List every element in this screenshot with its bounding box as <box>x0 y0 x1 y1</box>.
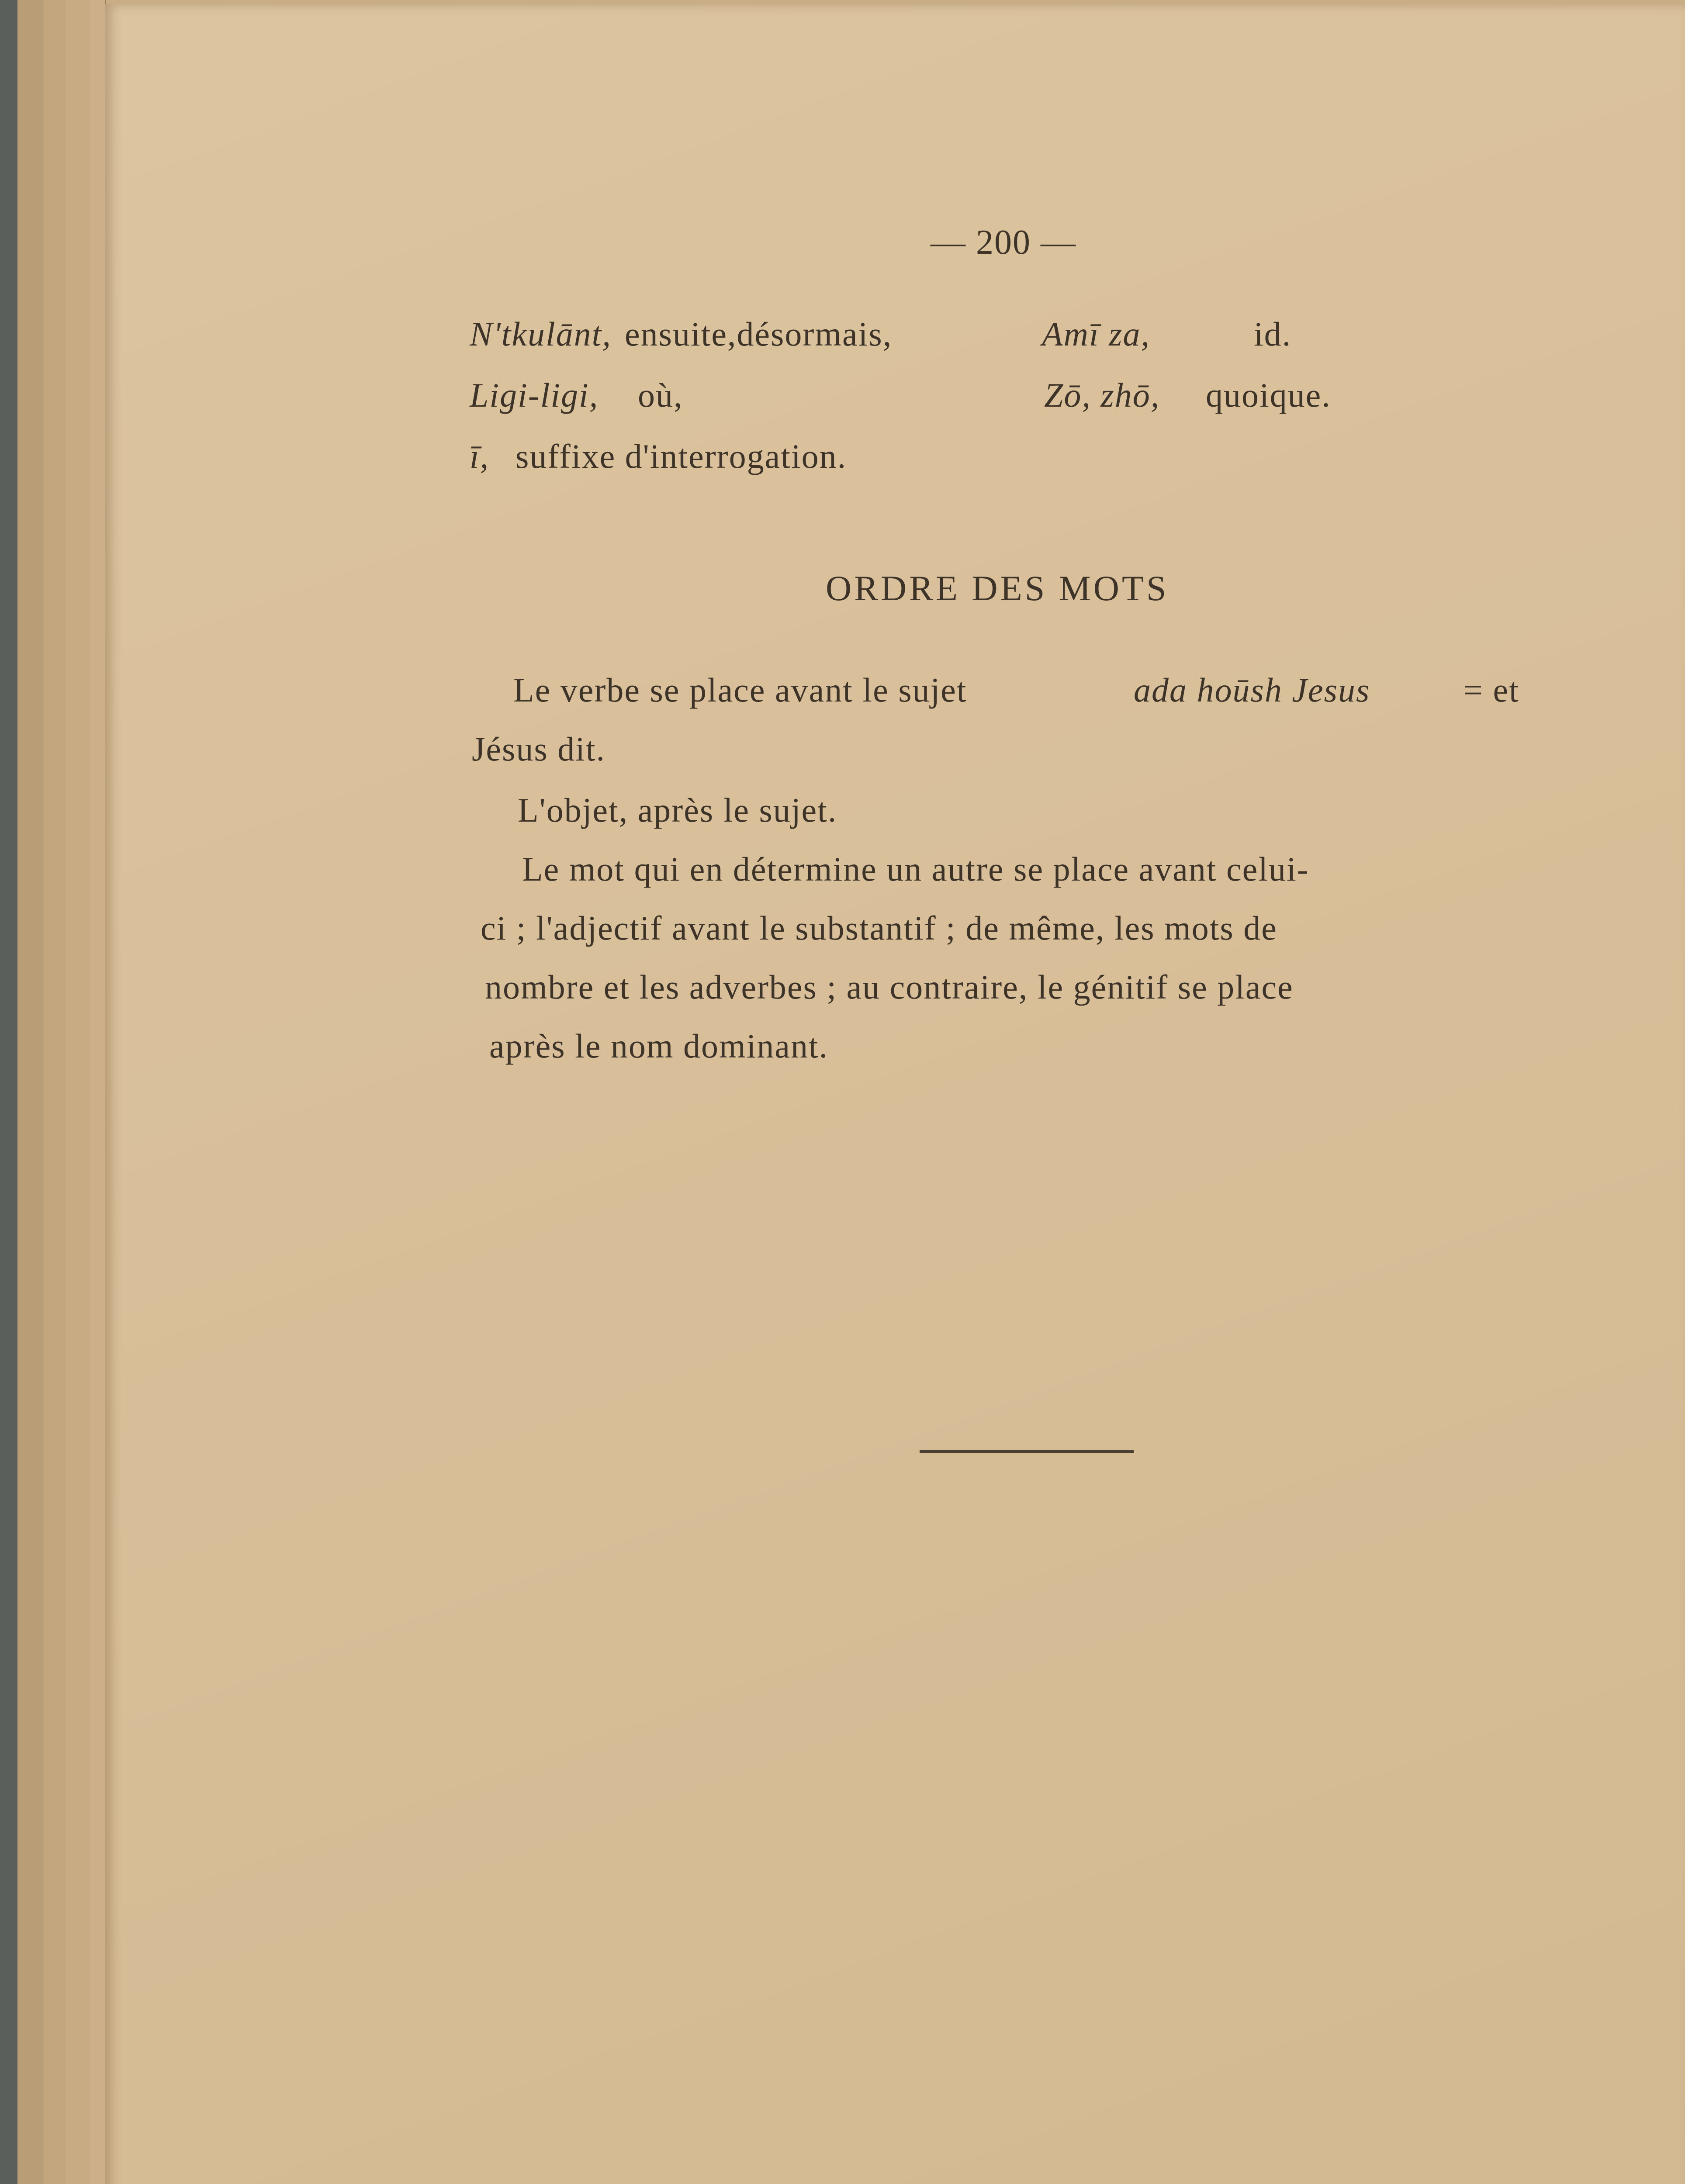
vocab-word: ī, <box>470 437 490 475</box>
vocab-gloss: suffixe d'interrogation. <box>516 437 847 475</box>
paragraph-line: Le verbe se place avant le sujet <box>513 671 967 709</box>
vocab-gloss: quoique. <box>1206 376 1331 414</box>
paragraph-line: = et <box>1464 671 1519 709</box>
page-edge <box>17 0 45 2184</box>
page-edge <box>44 0 67 2184</box>
vocab-gloss: où, <box>638 376 683 414</box>
paragraph-line: Jésus dit. <box>472 730 606 768</box>
page-number: — 200 — <box>931 223 1076 262</box>
vocab-word: N'tkulānt, <box>470 315 612 353</box>
paragraph-line: ci ; l'adjectif avant le substantif ; de même, les mots de <box>481 909 1277 947</box>
vocab-word: Zō, zhō, <box>1044 376 1160 414</box>
page-edge <box>90 0 106 2184</box>
paragraph-line: nombre et les adverbes ; au contraire, le génitif se place <box>485 968 1294 1006</box>
paragraph-line: après le nom dominant. <box>489 1027 829 1065</box>
vocab-word: Amī za, <box>1042 315 1150 353</box>
vocab-gloss: ensuite,désormais, <box>625 315 893 353</box>
book-page <box>105 4 1685 2184</box>
page-edge <box>66 0 91 2184</box>
section-heading: ORDRE DES MOTS <box>826 568 1169 608</box>
paragraph-line: L'objet, après le sujet. <box>518 791 837 829</box>
page-edge <box>0 0 19 2184</box>
example-phrase: ada hoūsh Jesus <box>1134 671 1370 709</box>
vocab-gloss: id. <box>1254 315 1292 353</box>
vocab-word: Ligi-ligi, <box>470 376 599 414</box>
end-rule <box>920 1450 1134 1453</box>
paragraph-line: Le mot qui en détermine un autre se place avant celui- <box>522 850 1309 888</box>
